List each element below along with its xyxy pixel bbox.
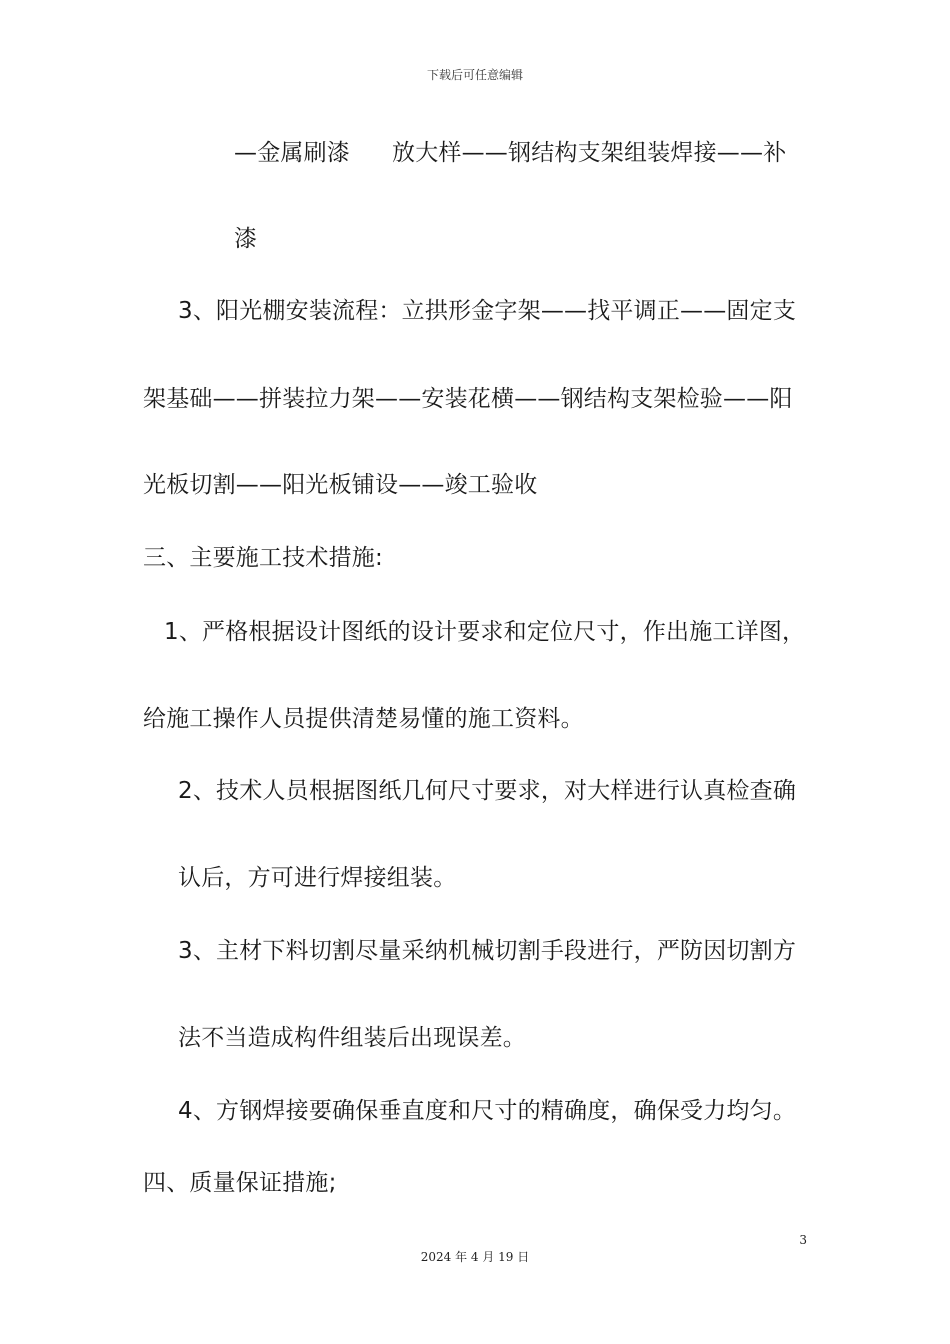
footer-date: 2024 年 4 月 19 日	[420, 1250, 530, 1264]
text-line: 架基础——拼装拉力架——安装花横——钢结构支架检验——阳	[143, 386, 793, 412]
text-line: 3、阳光棚安装流程：立拱形金字架——找平调正——固定支	[178, 298, 797, 324]
text-line: 漆	[234, 226, 258, 252]
text-line	[234, 138, 786, 168]
section-heading: 三、主要施工技术措施:	[143, 545, 383, 571]
list-item-line: 2、技术人员根据图纸几何尺寸要求，对大样进行认真检查确	[178, 778, 797, 804]
list-item-line: 认后，方可进行焊接组装。	[178, 865, 457, 891]
list-item-line: 3、主材下料切割尽量采纳机械切割手段进行，严防因切割方	[178, 938, 797, 964]
list-item-line: 给施工操作人员提供清楚易懂的施工资料。	[143, 706, 584, 732]
text-fragment: —金属刷漆	[234, 140, 350, 166]
list-item-line: 4、方钢焊接要确保垂直度和尺寸的精确度，确保受力均匀。	[178, 1098, 797, 1124]
text-line: 光板切割——阳光板铺设——竣工验收	[143, 472, 538, 498]
page-header: 下载后可任意编辑	[426, 68, 523, 82]
list-item-line: 1、严格根据设计图纸的设计要求和定位尺寸，作出施工详图，	[164, 619, 806, 645]
list-item-line: 法不当造成构件组装后出现误差。	[178, 1025, 526, 1051]
page-number: 3	[799, 1233, 807, 1247]
section-heading: 四、质量保证措施;	[143, 1170, 337, 1196]
text-fragment: 放大样——钢结构支架组装焊接——补	[392, 140, 787, 166]
